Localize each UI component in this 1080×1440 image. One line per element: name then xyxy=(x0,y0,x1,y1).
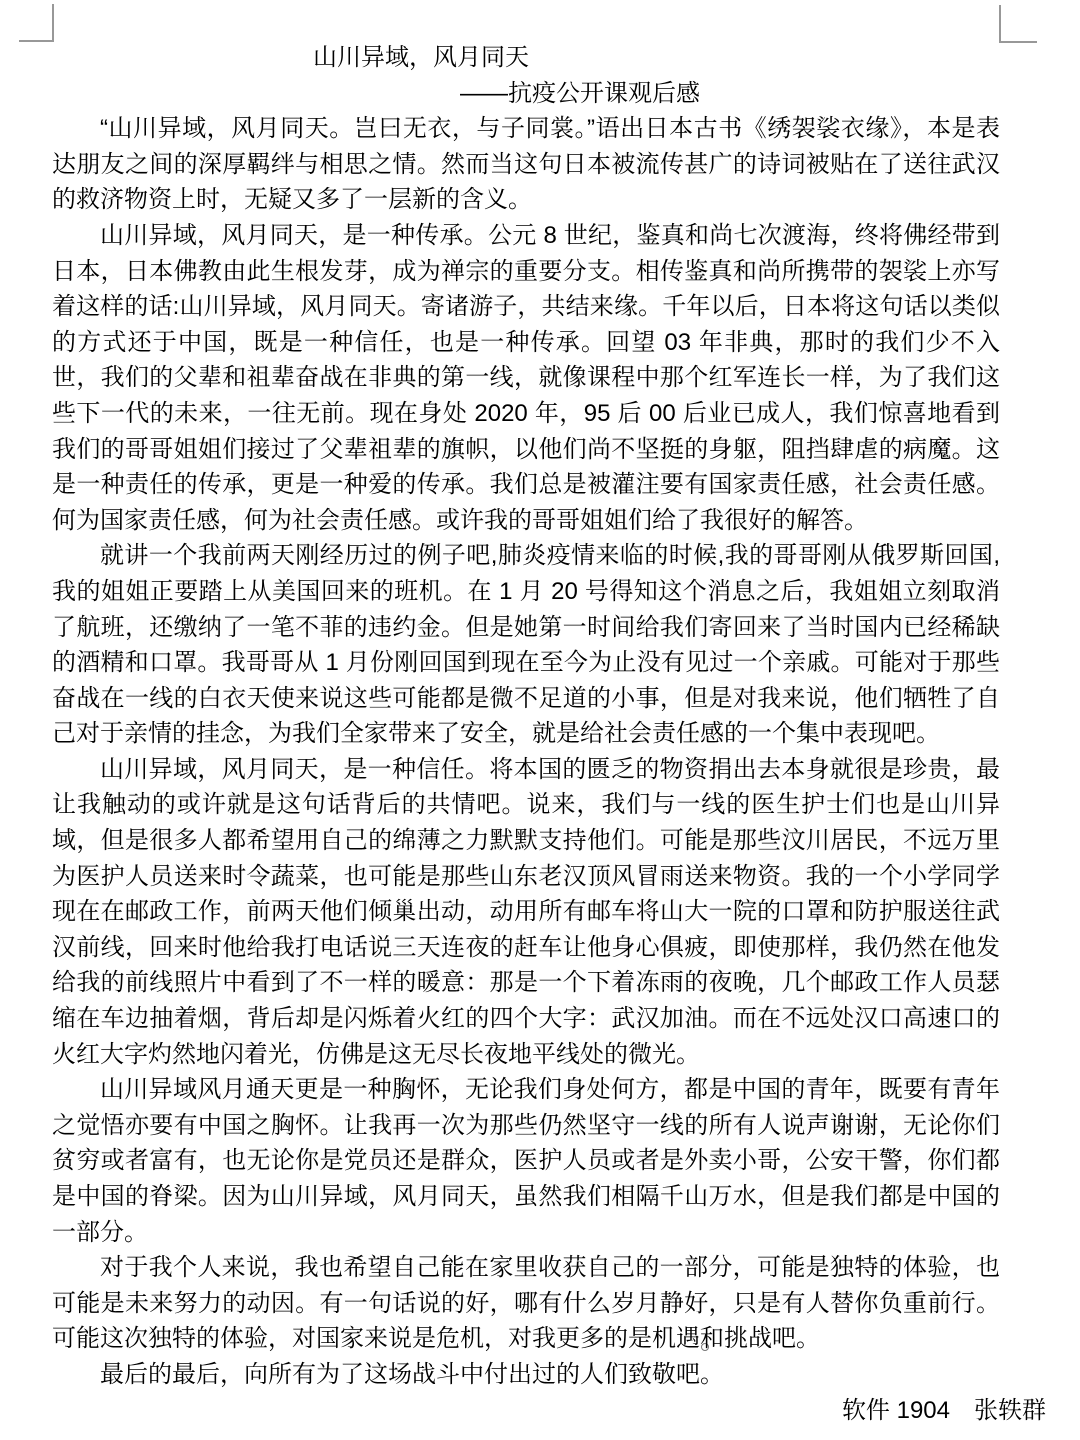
essay-body xyxy=(52,40,1046,1428)
essay-paragraph-3: 就讲一个我前两天刚经历过的例子吧,肺炎疫情来临的时候,我的哥哥刚从俄罗斯回国,我的姐姐正要踏上从美国回来的班机。在 1 月 20 号得知这个消息之后，我姐姐立刻取消了航班，还缴纳了一笔不菲的违约金。但是她第一时间给我们寄回来了当时国内已经稀缺的酒精和口罩。我哥哥从 1 月份刚回国到现在至今为止没有见过一个亲戚。可能对于那些奋战在一线的白衣天使来说这些可能都是微不足道的小事，但是对我来说，他们牺牲了自己对于亲情的挂念，为我们全家带来了安全，就是给社会责任感的一个集中表现吧。 xyxy=(52,542,1000,748)
essay-title: 山川异域，风月同天 xyxy=(313,44,529,71)
author-signature: 软件 1904 张轶群 xyxy=(841,1396,1046,1424)
margin-corner-mark-top-left xyxy=(19,4,54,42)
essay-paragraph-5: 山川异域风月通天更是一种胸怀，无论我们身处何方，都是中国的青年，既要有青年之觉悟亦要有中国之胸怀。让我再一次为那些仍然坚守一线的所有人说声谢谢，无论你们贫穷或者富有，也无论你是党员还是群众，医护人员或者是外卖小哥，公安干警，你们都是中国的脊梁。因为山川异域，风月同天，虽然我们相隔千山万水，但是我们都是中国的一部分。 xyxy=(52,1076,1000,1246)
essay-paragraph-7: 最后的最后，向所有为了这场战斗中付出过的人们致敬吧。 xyxy=(100,1360,724,1388)
essay-paragraph-6: 对于我个人来说，我也希望自己能在家里收获自己的一部分，可能是独特的体验，也可能是未来努力的动因。有一句话说的好，哪有什么岁月静好，只是有人替你负重前行。可能这次独特的体验，对国家来说是危机，对我更多的是机遇和挑战吧。 xyxy=(52,1254,1000,1353)
essay-paragraph-4: 山川异域，风月同天，是一种信任。将本国的匮乏的物资捐出去本身就很是珍贵，最让我触动的或许就是这句话背后的共情吧。说来，我们与一线的医生护士们也是山川异域，但是很多人都希望用自己的绵薄之力默默支持他们。可能是那些汶川居民，不远万里为医护人员送来时令蔬菜，也可能是那些山东老汉顶风冒雨送来物资。我的一个小学同学现在在邮政工作，前两天他们倾巢出动，动用所有邮车将山大一院的口罩和防护服送往武汉前线，回来时他给我打电话说三天连夜的赶车让他身心俱疲，即使那样，我仍然在他发给我的前线照片中看到了不一样的暖意：那是一个下着冻雨的夜晚，几个邮政工作人员瑟缩在车边抽着烟，背后却是闪烁着火红的四个大字：武汉加油。而在不远处汉口高速口的火红大字灼然地闪着光，仿佛是这无尽长夜地平线处的微光。 xyxy=(52,755,1000,1068)
margin-corner-mark-top-right xyxy=(999,5,1037,43)
essay-paragraph-1: “山川异域，风月同天。岂曰无衣，与子同裳。”语出日本古书《绣袈裟衣缘》，本是表达朋友之间的深厚羁绊与相思之情。然而当这句日本被流传甚广的诗词被贴在了送往武汉的救济物资上时，无疑又多了一层新的含义。 xyxy=(52,115,1000,214)
essay-paragraph-2: 山川异域，风月同天，是一种传承。公元 8 世纪，鉴真和尚七次渡海，终将佛经带到日本，日本佛教由此生根发芽，成为禅宗的重要分支。相传鉴真和尚所携带的袈裟上亦写着这样的话:山川异域，风月同天。寄诸游子，共结来缘。千年以后，日本将这句话以类似的方式还于中国，既是一种信任，也是一种传承。回望 03 年非典，那时的我们少不入世，我们的父辈和祖辈奋战在非典的第一线，就像课程中那个红军连长一样，为了我们这些下一代的未来，一往无前。现在身处 2020 年，95 后 00 后业已成人，我们惊喜地看到我们的哥哥姐姐们接过了父辈祖辈的旗帜，以他们尚不坚挺的身躯，阻挡肆虐的病魔。这是一种责任的传承，更是一种爱的传承。我们总是被灌注要有国家责任感，社会责任感。何为国家责任感，何为社会责任感。或许我的哥哥姐姐们给了我很好的解答。 xyxy=(52,221,1000,534)
essay-subtitle: ——抗疫公开课观后感 xyxy=(460,79,700,107)
